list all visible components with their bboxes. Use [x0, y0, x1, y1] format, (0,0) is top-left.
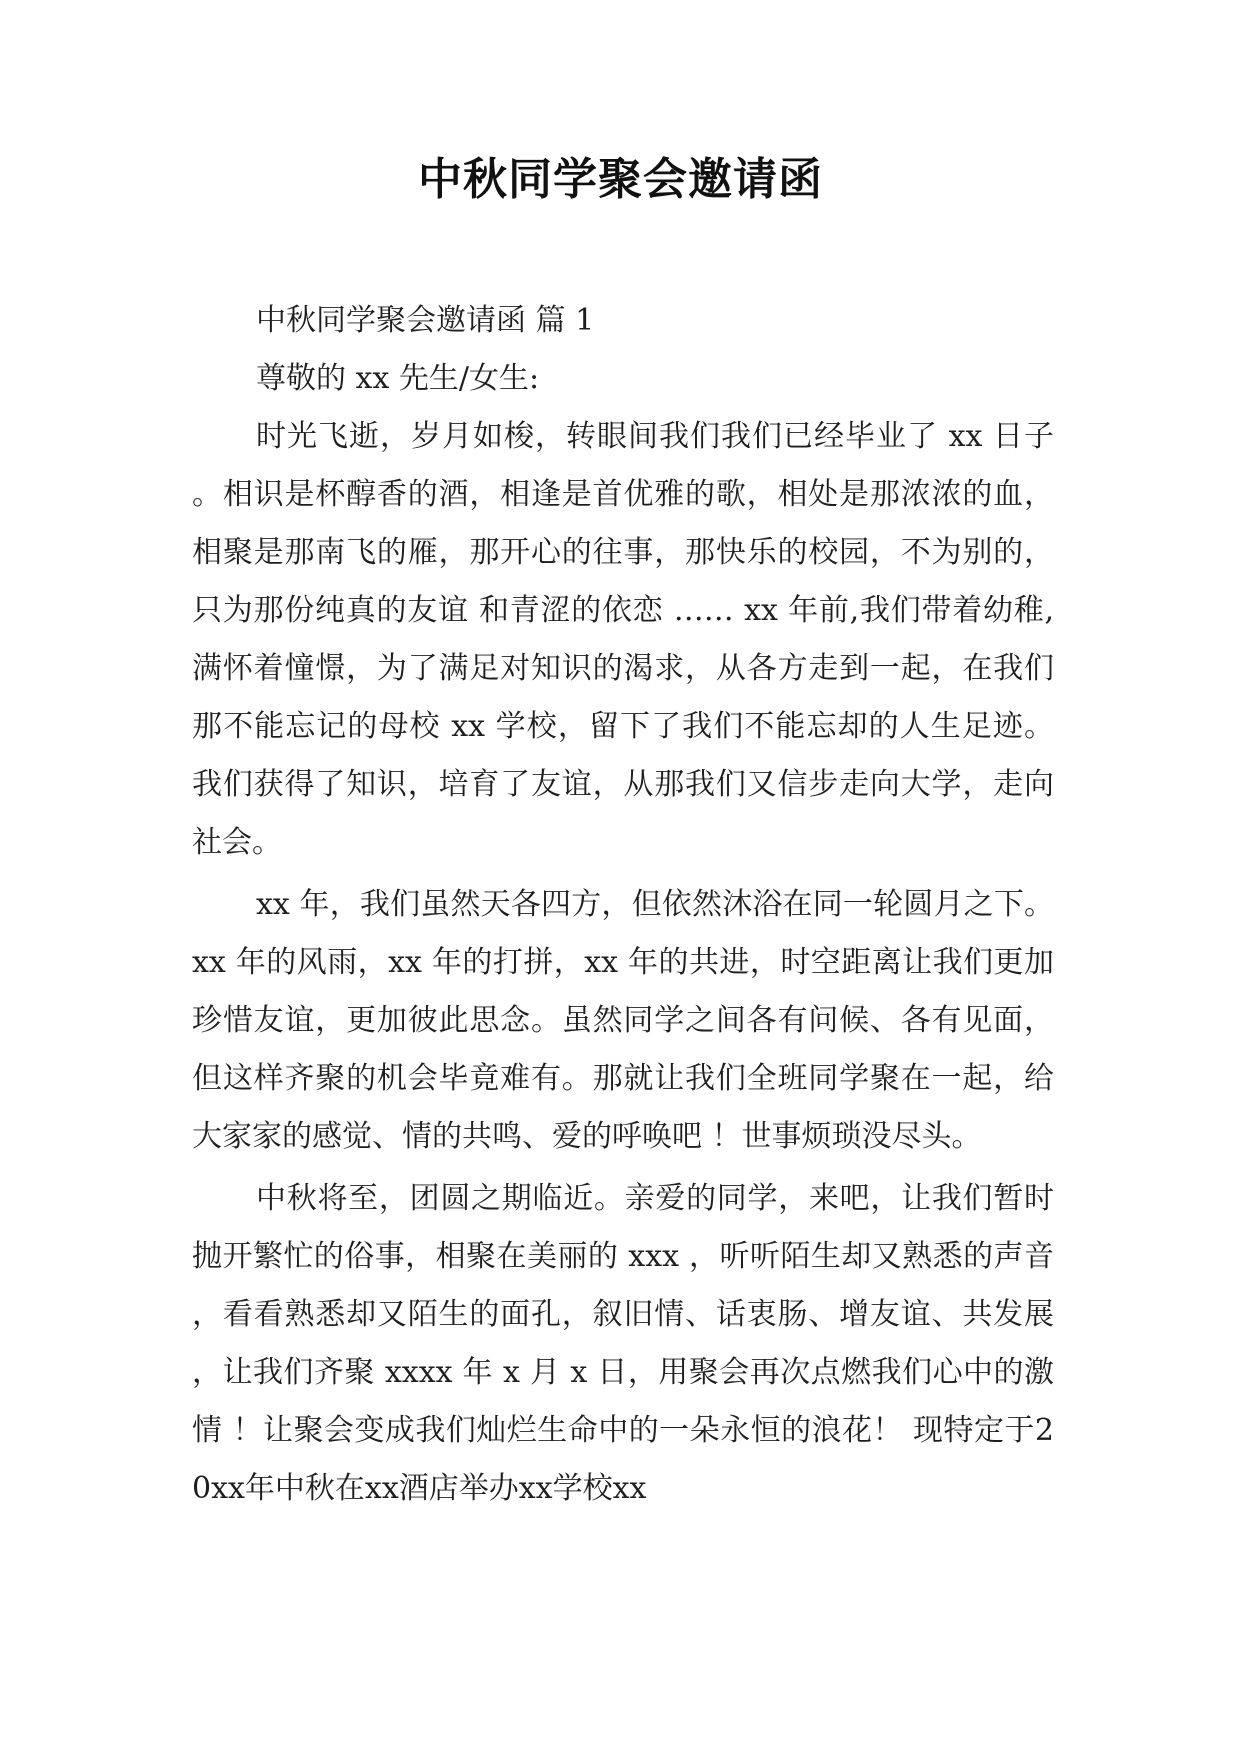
- document-title: 中秋同学聚会邀请函: [418, 154, 823, 205]
- paragraph-3: 中秋将至，团圆之期临近。亲爱的同学，来吧，让我们暂时抛开繁忙的俗事，相聚在美丽的 xxx ，听听陌生却又熟悉的声音，看看熟悉却又陌生的面孔，叙旧情、话衷肠、增友谊、共发展，让我们齐聚 xxxx 年 x 月 x 日，用聚会再次点燃我们心中的激情 ！让聚会变成我们灿烂生命中的一朵永恒的浪花！ 现特定于20xx年中秋在xx酒店举办xx学校xx: [192, 1181, 1054, 1506]
- salutation: 尊敬的 xx 先生/女生:: [256, 361, 540, 396]
- document-body: [192, 292, 1054, 1518]
- paragraph-2: xx 年，我们虽然天各四方，但依然沐浴在同一轮圆月之下。xx 年的风雨，xx 年的打拼，xx 年的共进，时空距离让我们更加珍惜友谊，更加彼此思念。虽然同学之间各有问候、各有见面，但这样齐聚的机会毕竟难有。那就让我们全班同学聚在一起，给大家家的感觉、情的共鸣、爱的呼唤吧 ！世事烦琐没尽头。: [192, 887, 1054, 1154]
- section-heading: 中秋同学聚会邀请函 篇 1: [256, 303, 595, 338]
- paragraph-1: 时光飞逝，岁月如梭，转眼间我们我们已经毕业了 xx 日子。相识是杯醇香的酒，相逢是首优雅的歌，相处是那浓浓的血，相聚是那南飞的雁，那开心的往事，那快乐的校园，不为别的，只为那份纯真的友谊 和青涩的依恋 …… xx 年前,我们带着幼稚,满怀着憧憬，为了满足对知识的渴求，从各方走到一起，在我们那不能忘记的母校 xx 学校，留下了我们不能忘却的人生足迹。我们获得了知识，培育了友谊，从那我们又信步走向大学，走向社会。: [192, 419, 1054, 860]
